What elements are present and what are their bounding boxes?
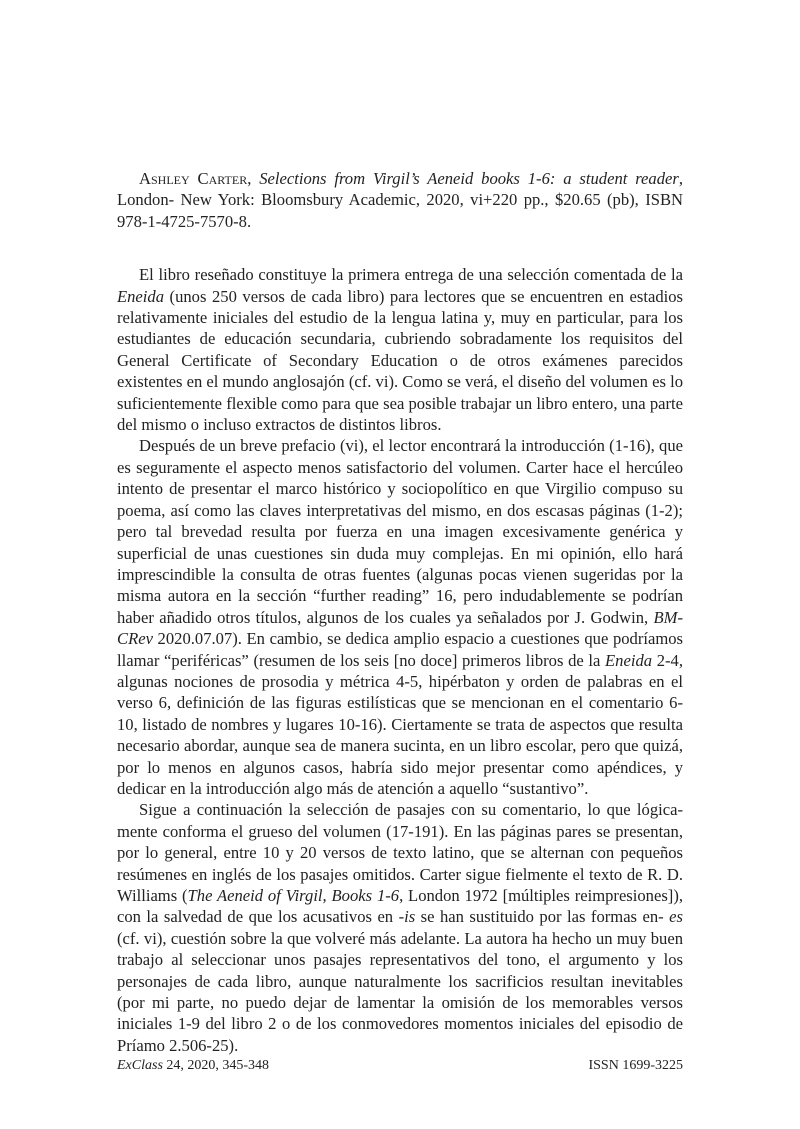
- page-body: [117, 168, 683, 1056]
- text-segment: Sigue a continuación la selección de pasajes con su comentario, lo que lógicamente conforma el grueso del volumen (17-191). En las páginas pares se presentan, por lo general, entre 10 y 20 versos de texto latino, que se alternan con pequeños resúmenes en inglés de los pasajes omitidos. Carter sigue fielmente el texto de R. D. Williams (: [117, 800, 683, 905]
- text-segment: Después de un breve prefacio (vi), el lector encontrará la introducción (1-16), que es seguramente el aspecto menos satisfactorio del volumen. Carter hace el hercúleo intento de presentar el marco histórico y sociopolítico en que Virgilio compuso su poema, así como las claves interpretativas del mismo, en dos escasas páginas (1-2); pero tal brevedad resulta por fuerza en una imagen excesivamente genérica y superficial de unas cuestiones sin duda muy complejas. En mi opinión, ello hará imprescindible la consulta de otras fuentes (algunas pocas vienen sugeridas por la misma autora en la sección “further reading” 16, pero indudablemente se podrían haber añadido otros títulos, algunos de los cuales ya señalados por J. Godwin,: [117, 436, 683, 627]
- review-body: [117, 264, 683, 1056]
- author-name: Ashley Carter: [139, 169, 248, 188]
- text-segment: 2-4, algunas nociones de prosodia y métrica 4-5, hipérbaton y orden de palabras en el verso 6, definición de las figuras estilísticas que se mencionan en el comentario 6-10, listado de nombres y lugares 10-16). Ciertamente se trata de aspectos que resulta necesario abordar, aunque sea de manera sucinta, en un libro escolar, pero que quizá, por lo menos en algunos casos, habría sido mejor presentar como apéndices, y dedicar en la introducción algo más de atención a aquello “sustantivo”.: [117, 650, 683, 798]
- text-segment: se han sustituido por las formas en-: [415, 907, 670, 927]
- italic-text: Eneida: [605, 650, 653, 670]
- italic-text: BMCRev: [117, 607, 683, 649]
- journal-issn: ISSN 1699-3225: [588, 1058, 683, 1073]
- text-segment: (unos 250 versos de cada libro) para lectores que se encuentren en estadios relativamente iniciales del estudio de la lengua latina y, muy en particular, para los estudiantes de educación secundaria, cubriendo sobradamente los requisitos del General Certificate of Secondary Education o de otros exámenes parecidos existentes en el mundo anglosajón (cf. vi). Como se verá, el diseño del volumen es lo suficientemente flexible como para que sea posible trabajar un libro entero, una parte del mismo o incluso extractos de distintos libros.: [117, 286, 683, 435]
- journal-volume: 24, 2020, 345-348: [162, 1058, 270, 1073]
- text-segment: , London 1972 [múltiples reimpresiones]), con la salvedad de que los acusativos en: [117, 886, 683, 927]
- italic-text: es: [669, 907, 683, 927]
- text-segment: El libro reseñado constituye la primera entrega de una selección comentada de la: [139, 265, 683, 285]
- page-footer: [117, 1058, 683, 1074]
- publication-details: , London- New York: Bloomsbury Academic, 2020, vi+220 pp., $20.65 (pb), ISBN 978-1-4725-7570-8.: [117, 169, 683, 231]
- italic-text: The Aeneid of Virgil, Books 1-6: [187, 886, 400, 905]
- text-segment: (cf. vi), cuestión sobre la que volveré más adelante. La autora ha hecho un muy buen trabajo al seleccionar unos pasajes representativos del tono, el argumento y los personajes de cada libro, aunque naturalmente los sacrificios resultan inevitables (por mi parte, no puedo dejar de lamentar la omisión de los memorables versos iniciales 1-9 del libro 2 o de los conmovedores momentos iniciales del episodio de Príamo 2.506-25).: [117, 928, 683, 1055]
- paragraph: [117, 264, 683, 435]
- review-citation: [117, 168, 683, 232]
- italic-text: -is: [398, 907, 416, 927]
- italic-text: Eneida: [117, 286, 165, 306]
- text-segment: 2020.07.07). En cambio, se dedica amplio espacio a cuestiones que podríamos llamar “periféricas” (resumen de los seis [no doce] primeros libros de la: [117, 629, 683, 670]
- paragraph: [117, 799, 683, 1056]
- paragraph: [117, 435, 683, 799]
- citation-separator: ,: [247, 169, 260, 188]
- journal-name: ExClass: [117, 1058, 163, 1073]
- journal-reference: [117, 1058, 269, 1074]
- book-title: Selections from Virgil’s Aeneid books 1-6: a student reader: [259, 169, 679, 188]
